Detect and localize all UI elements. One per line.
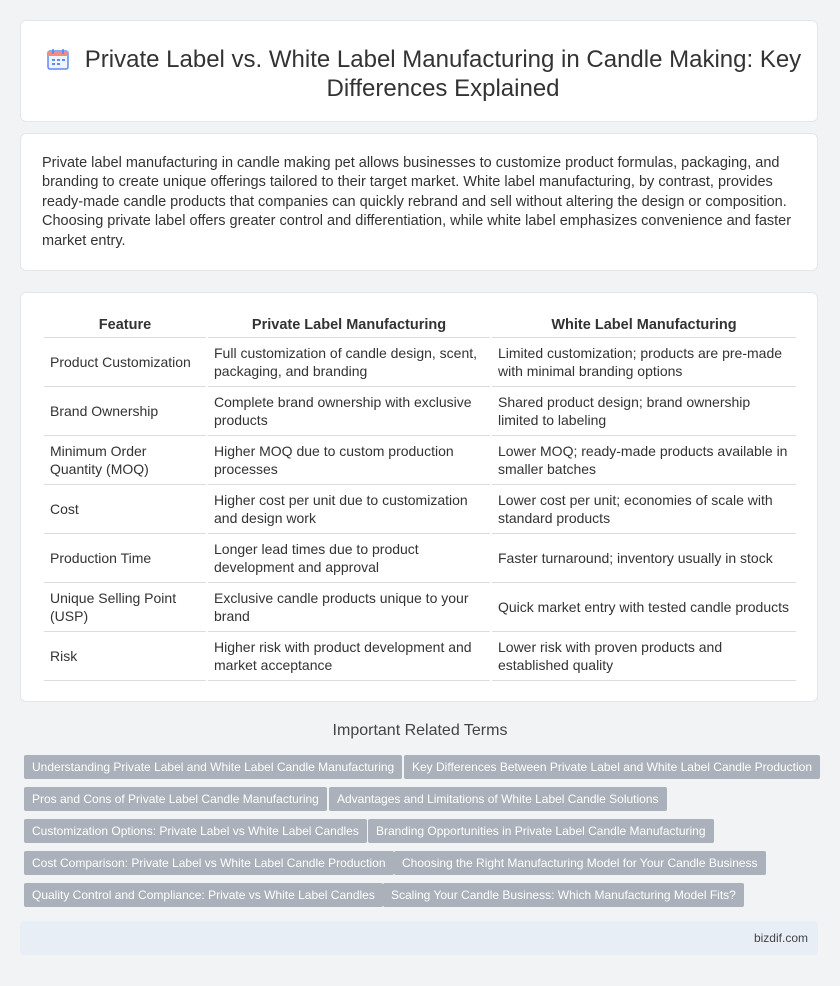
related-tag[interactable]: Key Differences Between Private Label and White Label Candle Production	[404, 755, 820, 779]
comparison-table	[42, 313, 798, 681]
column-header-private-label: Private Label Manufacturing	[208, 313, 490, 338]
page-title: Private Label vs. White Label Manufacturing in Candle Making: Key Differences Explained	[84, 46, 802, 102]
private-label-cell: Full customization of candle design, scent, packaging, and branding	[208, 338, 490, 387]
column-header-feature: Feature	[44, 313, 206, 338]
white-label-cell: Limited customization; products are pre-made with minimal branding options	[492, 338, 796, 387]
related-tag[interactable]: Customization Options: Private Label vs White Label Candles	[24, 819, 367, 843]
table-row	[44, 436, 796, 485]
related-tag[interactable]: Advantages and Limitations of White Label Candle Solutions	[329, 787, 667, 811]
related-tag[interactable]: Scaling Your Candle Business: Which Manufacturing Model Fits?	[383, 883, 744, 907]
private-label-cell: Longer lead times due to product development and approval	[208, 534, 490, 583]
white-label-cell: Shared product design; brand ownership limited to labeling	[492, 387, 796, 436]
table-row	[44, 534, 796, 583]
private-label-cell: Exclusive candle products unique to your brand	[208, 583, 490, 632]
footer-bar	[20, 921, 818, 955]
white-label-cell: Lower cost per unit; economies of scale with standard products	[492, 485, 796, 534]
feature-cell: Minimum Order Quantity (MOQ)	[44, 436, 206, 485]
table-row	[44, 338, 796, 387]
intro-paragraph: Private label manufacturing in candle making pet allows businesses to customize product formulas, packaging, and branding to create unique offerings tailored to their target market. White label manufacturing, by contrast, provides ready-made candle products that companies can quickly rebrand and sell without altering the design or composition. Choosing private label offers greater control and differentiation, while white label emphasizes convenience and faster market entry.	[42, 155, 792, 249]
related-tag[interactable]: Branding Opportunities in Private Label Candle Manufacturing	[368, 819, 714, 843]
column-header-white-label: White Label Manufacturing	[492, 313, 796, 338]
feature-cell: Unique Selling Point (USP)	[44, 583, 206, 632]
feature-cell: Risk	[44, 632, 206, 681]
private-label-cell: Higher cost per unit due to customization and design work	[208, 485, 490, 534]
related-tag[interactable]: Quality Control and Compliance: Private vs White Label Candles	[24, 883, 383, 907]
table-row	[44, 485, 796, 534]
white-label-cell: Faster turnaround; inventory usually in stock	[492, 534, 796, 583]
comparison-table-card	[20, 292, 818, 702]
table-row	[44, 387, 796, 436]
table-row	[44, 632, 796, 681]
white-label-cell: Lower risk with proven products and established quality	[492, 632, 796, 681]
related-tag[interactable]: Cost Comparison: Private Label vs White Label Candle Production	[24, 851, 394, 875]
related-terms-heading: Important Related Terms	[332, 722, 508, 739]
table-row	[44, 583, 796, 632]
private-label-cell: Complete brand ownership with exclusive products	[208, 387, 490, 436]
feature-cell: Product Customization	[44, 338, 206, 387]
white-label-cell: Quick market entry with tested candle products	[492, 583, 796, 632]
feature-cell: Cost	[44, 485, 206, 534]
intro-card	[20, 133, 818, 271]
calendar-icon	[47, 48, 69, 70]
site-name[interactable]: bizdif.com	[753, 931, 808, 945]
header-card	[20, 20, 818, 122]
table-header-row	[44, 313, 796, 338]
feature-cell: Production Time	[44, 534, 206, 583]
white-label-cell: Lower MOQ; ready-made products available in smaller batches	[492, 436, 796, 485]
related-tag[interactable]: Choosing the Right Manufacturing Model for Your Candle Business	[394, 851, 766, 875]
related-tag[interactable]: Pros and Cons of Private Label Candle Manufacturing	[24, 787, 327, 811]
private-label-cell: Higher risk with product development and market acceptance	[208, 632, 490, 681]
related-tag[interactable]: Understanding Private Label and White Label Candle Manufacturing	[24, 755, 402, 779]
private-label-cell: Higher MOQ due to custom production processes	[208, 436, 490, 485]
feature-cell: Brand Ownership	[44, 387, 206, 436]
